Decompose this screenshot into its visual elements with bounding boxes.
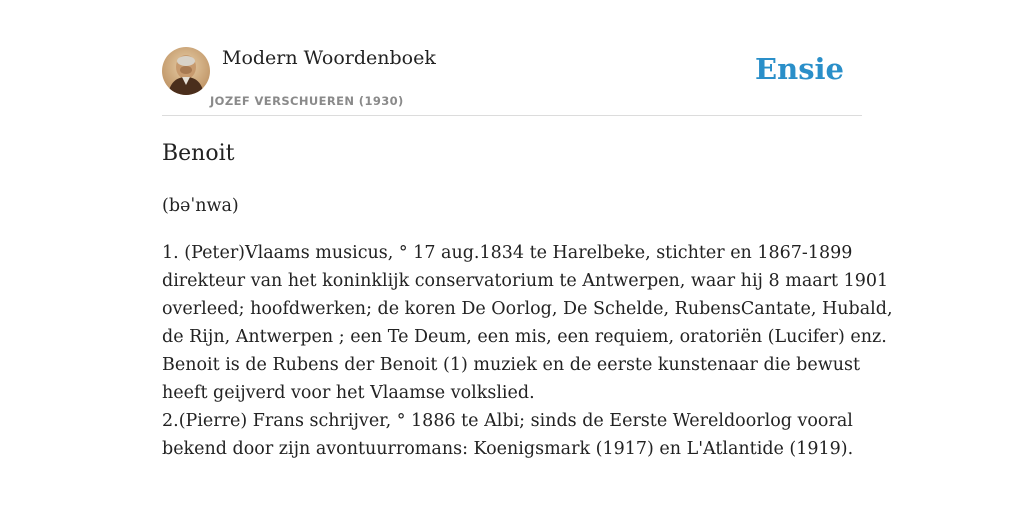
definition-line: bekend door zijn avontuurromans: Koenigsmark (1917) en L'Atlantide (1919). bbox=[162, 439, 854, 459]
book-header bbox=[162, 45, 862, 116]
book-title[interactable]: Modern Woordenboek bbox=[222, 47, 436, 69]
author-avatar bbox=[162, 47, 210, 95]
entry-word: Benoit bbox=[162, 141, 235, 166]
author-name[interactable]: JOZEF VERSCHUEREN (1930) bbox=[210, 94, 404, 108]
entry-definition bbox=[162, 239, 893, 463]
definition-line: 1. (Peter)Vlaams musicus, ° 17 aug.1834 te Harelbeke, stichter en 1867-1899 bbox=[162, 243, 853, 263]
definition-line: overleed; hoofdwerken; de koren De Oorlog, De Schelde, RubensCantate, Hubald, bbox=[162, 299, 893, 319]
author-portrait-icon bbox=[162, 47, 210, 95]
entry-pronunciation: (bəˈnwa) bbox=[162, 196, 239, 216]
definition-line: 2.(Pierre) Frans schrijver, ° 1886 te Albi; sinds de Eerste Wereldoorlog vooral bbox=[162, 411, 853, 431]
definition-line: de Rijn, Antwerpen ; een Te Deum, een mis, een requiem, oratoriën (Lucifer) enz. bbox=[162, 327, 887, 347]
definition-line: heeft geijverd voor het Vlaamse volkslied. bbox=[162, 383, 535, 403]
definition-line: Benoit is de Rubens der Benoit (1) muziek en de eerste kunstenaar die bewust bbox=[162, 355, 861, 375]
definition-line: direkteur van het koninklijk conservatorium te Antwerpen, waar hij 8 maart 1901 bbox=[162, 271, 889, 291]
ensie-logo[interactable]: Ensie bbox=[755, 52, 844, 86]
